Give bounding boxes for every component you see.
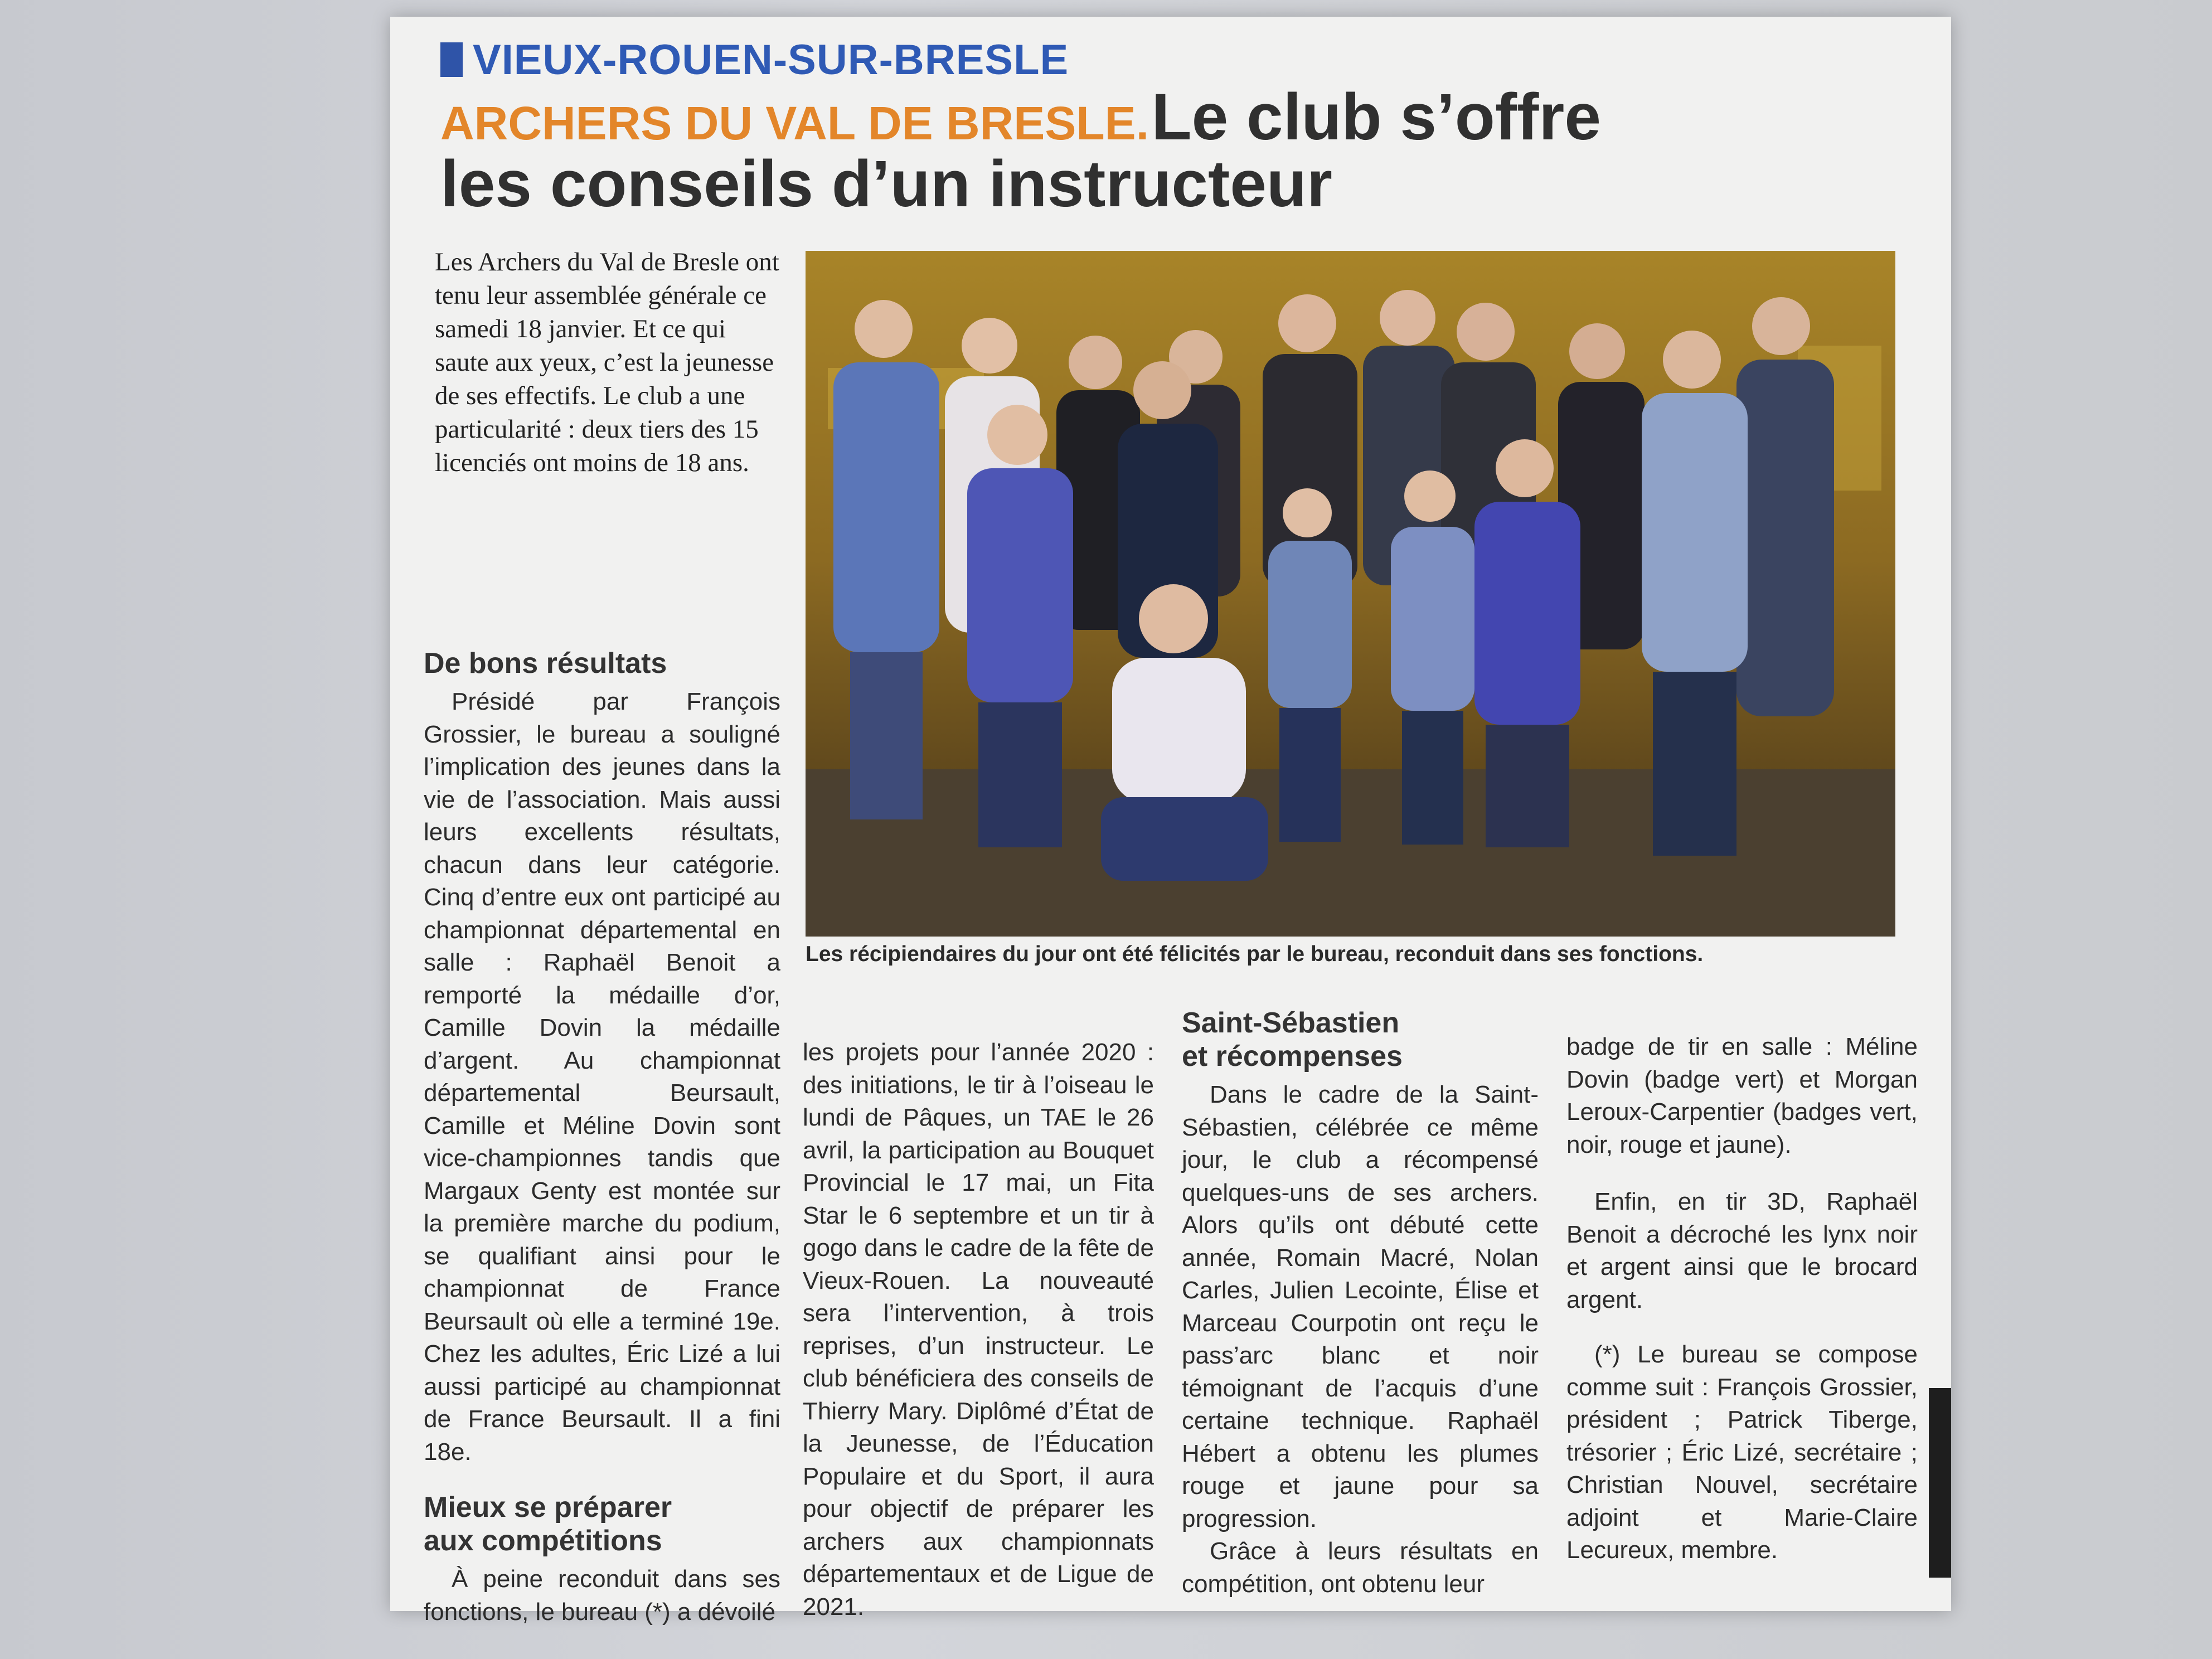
location-marker-square — [440, 42, 463, 77]
body-paragraph: Enfin, en tir 3D, Raphaël Benoit a décroché les lynx noir et argent ainsi que le brocard argent. — [1566, 1188, 1918, 1313]
footnote-bureau: (*) Le bureau se compose comme suit : François Grossier, président ; Patrick Tiberge, trésorier ; Éric Lizé, secrétaire ; Christian Nouvel, secrétaire adjoint et Marie-Claire Lecureux, membre. — [1566, 1341, 1918, 1564]
subheading-de-bons-resultats: De bons résultats — [424, 647, 667, 680]
article-column-1 — [424, 647, 780, 1628]
subheading-line: Saint-Sébastien — [1182, 1007, 1400, 1039]
body-paragraph: À peine reconduit dans ses fonctions, le bureau (*) a dévoilé — [424, 1565, 780, 1626]
subheading-line: et récompenses — [1182, 1040, 1403, 1073]
lede-paragraph: Les Archers du Val de Bresle ont tenu leur assemblée générale ce samedi 18 janvier. Et ce qui saute aux yeux, c’est la jeunesse de ses effectifs. Le club a une particularité : deux tiers des 15 licenciés ont moins de 18 ans. — [435, 248, 779, 477]
body-paragraph: Présidé par François Grossier, le bureau a souligné l’implication des jeunes dans la vie de l’association. Mais aussi leurs excellents résultats, chacun dans leur catégorie. Cinq d’entre eux ont participé au championnat départemental en salle : Raphaël Benoit a remporté la médaille d’or, Camille Dovin la médaille d’argent. Au championnat départemental Beursault, Camille et Méline Dovin sont vice-championnes tandis que Margaux Genty est montée sur la première marche du podium, se qualifiant ainsi pour le championnat de France Beursault où elle a terminé 19e. Chez les adultes, Éric Lizé a lui aussi participé au championnat de France Beursault. Il a fini 18e. — [424, 688, 780, 1466]
headline-title-line-2: les conseils d’un instructeur — [440, 147, 1332, 221]
subheading-line: Mieux se préparer — [424, 1491, 672, 1524]
article-column-4 — [1566, 1006, 1918, 1567]
article-column-2 — [803, 1012, 1154, 1648]
location-label: VIEUX-ROUEN-SUR-BRESLE — [473, 36, 1069, 84]
headline-kicker: ARCHERS DU VAL DE BRESLE. — [440, 97, 1149, 149]
body-paragraph: badge de tir en salle : Méline Dovin (badge vert) et Morgan Leroux-Carpentier (badges vert, noir, rouge et jaune). — [1566, 1033, 1918, 1158]
subheading-saint-sebastien — [1182, 1006, 1539, 1073]
headline — [440, 80, 1723, 221]
group-photo — [806, 251, 1895, 937]
subheading-mieux-se-preparer — [424, 1491, 780, 1558]
body-paragraph: les projets pour l’année 2020 : des initiations, le tir à l’oiseau le lundi de Pâques, un TAE le 26 avril, la participation au Bouquet Provincial le 17 mai, un Fita Star le 6 septembre et un tir à gogo dans le cadre de la fête de Vieux-Rouen. La nouveauté sera l’intervention, à trois reprises, d’un instructeur. Le club bénéficiera des conseils de Thierry Mary. Diplômé d’État de la Jeunesse, de l’Éducation Populaire et du Sport, il aura pour objectif de préparer les archers aux championnats départementaux et de Ligue de 2021. — [803, 1039, 1154, 1621]
subheading-line: aux compétitions — [424, 1525, 662, 1557]
article-column-3 — [1182, 1006, 1539, 1600]
headline-title-line-1: Le club s’offre — [1151, 80, 1601, 154]
newspaper-clipping — [390, 17, 1951, 1626]
location-header — [440, 29, 1069, 90]
body-paragraph: Grâce à leurs résultats en compétition, ont obtenu leur — [1182, 1537, 1539, 1598]
photo-caption: Les récipiendaires du jour ont été félicités par le bureau, reconduit dans ses fonctions. — [806, 942, 1704, 966]
body-paragraph: Dans le cadre de la Saint-Sébastien, célébrée ce même jour, le club a récompensé quelques-uns de ses archers. Alors qu’ils ont débuté cette année, Romain Macré, Nolan Carles, Julien Lecointe, Élise et Marceau Courpotin ont reçu le pass’arc blanc et noir témoignant de l’acquis d’une certaine technique. Raphaël Hébert a obtenu les plumes rouge et jaune pour sa progression. — [1182, 1081, 1539, 1532]
dark-edge-strip — [1929, 1388, 1951, 1578]
